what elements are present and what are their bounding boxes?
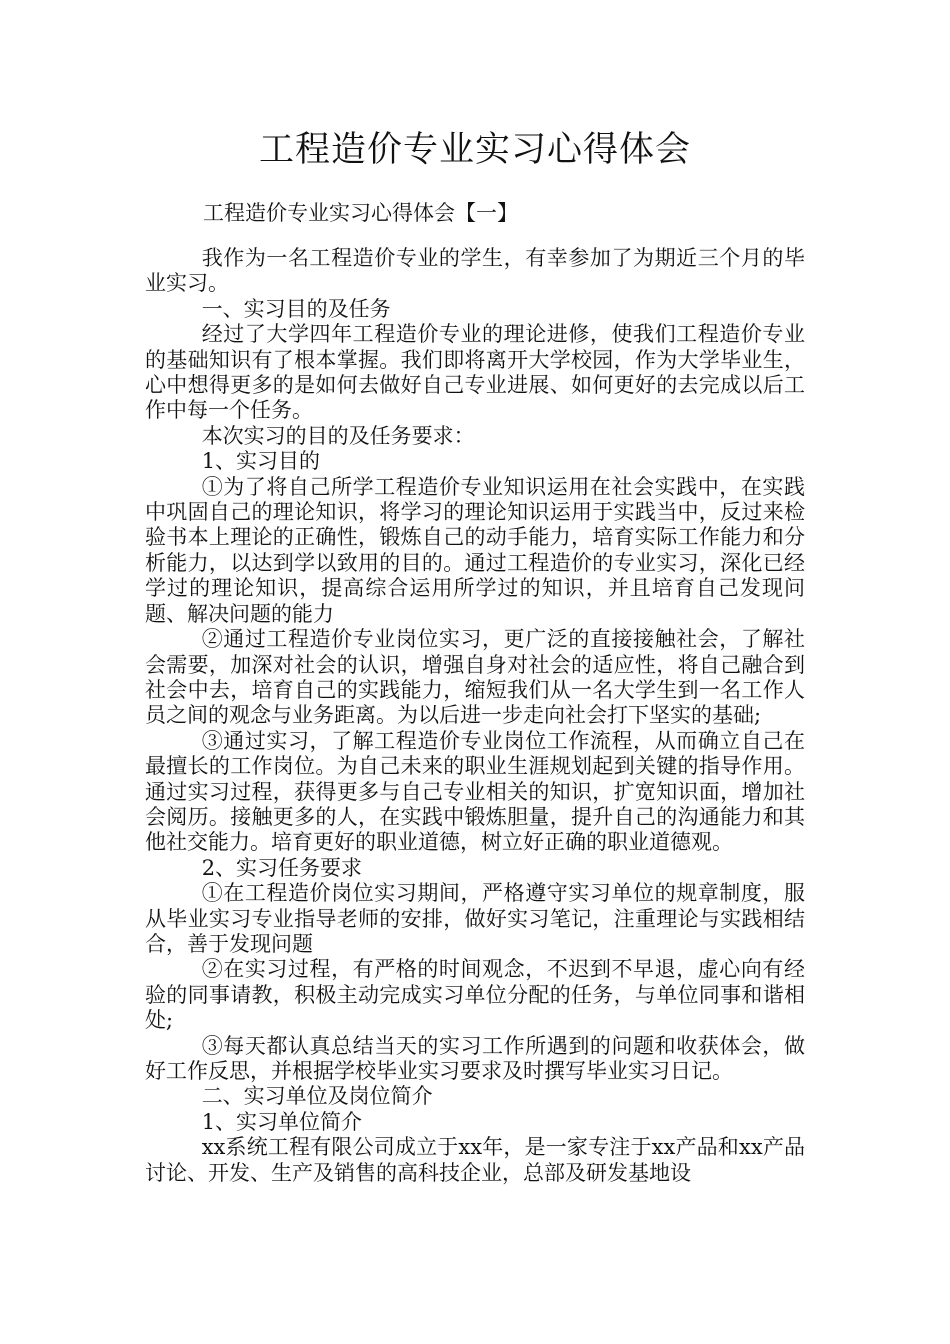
paragraph: xx系统工程有限公司成立于xx年，是一家专注于xx产品和xx产品讨论、开发、生产及销售的高科技企业，总部及研发基地设 (145, 1135, 805, 1185)
document-title: 工程造价专业实习心得体会 (258, 130, 691, 170)
paragraph: ②在实习过程，有严格的时间观念，不迟到不早退，虚心向有经验的同事请教，积极主动完成实习单位分配的任务，与单位同事和谐相处; (145, 957, 805, 1033)
document-subtitle: 工程造价专业实习心得体会【一】 (203, 201, 518, 225)
section-heading: 二、实习单位及岗位简介 (201, 1084, 433, 1109)
subsection-heading: 2、实习任务要求 (201, 855, 363, 880)
paragraph: ③每天都认真总结当天的实习工作所遇到的问题和收获体会，做好工作反思，并根据学校毕业实习要求及时撰写毕业实习日记。 (145, 1033, 805, 1083)
subsection-heading: 1、实习单位简介 (201, 1109, 363, 1134)
document-body (145, 246, 805, 1186)
paragraph: ①为了将自己所学工程造价专业知识运用在社会实践中，在实践中巩固自己的理论知识，将学习的理论知识运用于实践当中，反过来检验书本上理论的正确性，锻炼自己的动手能力，培育实际工作能力和分析能力，以达到学以致用的目的。通过工程造价的专业实习，深化已经学过的理论知识，提高综合运用所学过的知识，并且培育自己发现问题、解决问题的能力 (145, 474, 805, 626)
paragraph: 经过了大学四年工程造价专业的理论进修，使我们工程造价专业的基础知识有了根本掌握。我们即将离开大学校园，作为大学毕业生，心中想得更多的是如何去做好自己专业进展、如何更好的去完成以后工作中每一个任务。 (145, 322, 805, 423)
paragraph: 本次实习的目的及任务要求： (201, 423, 475, 448)
section-heading: 一、实习目的及任务 (201, 296, 391, 321)
paragraph: ②通过工程造价专业岗位实习，更广泛的直接接触社会，了解社会需要，加深对社会的认识，增强自身对社会的适应性，将自己融合到社会中去，培育自己的实践能力，缩短我们从一名大学生到一名工作人员之间的观念与业务距离。为以后进一步走向社会打下坚实的基础; (145, 627, 805, 728)
paragraph: ③通过实习，了解工程造价专业岗位工作流程，从而确立自己在最擅长的工作岗位。为自己未来的职业生涯规划起到关键的指导作用。通过实习过程，获得更多与自己专业相关的知识，扩宽知识面，增加社会阅历。接触更多的人，在实践中锻炼胆量，提升自己的沟通能力和其他社交能力。培育更好的职业道德，树立好正确的职业道德观。 (145, 728, 805, 855)
paragraph: ①在工程造价岗位实习期间，严格遵守实习单位的规章制度，服从毕业实习专业指导老师的安排，做好实习笔记，注重理论与实践相结合，善于发现问题 (145, 881, 805, 956)
paragraph: 我作为一名工程造价专业的学生，有幸参加了为期近三个月的毕业实习。 (145, 246, 805, 296)
subsection-heading: 1、实习目的 (201, 449, 321, 474)
